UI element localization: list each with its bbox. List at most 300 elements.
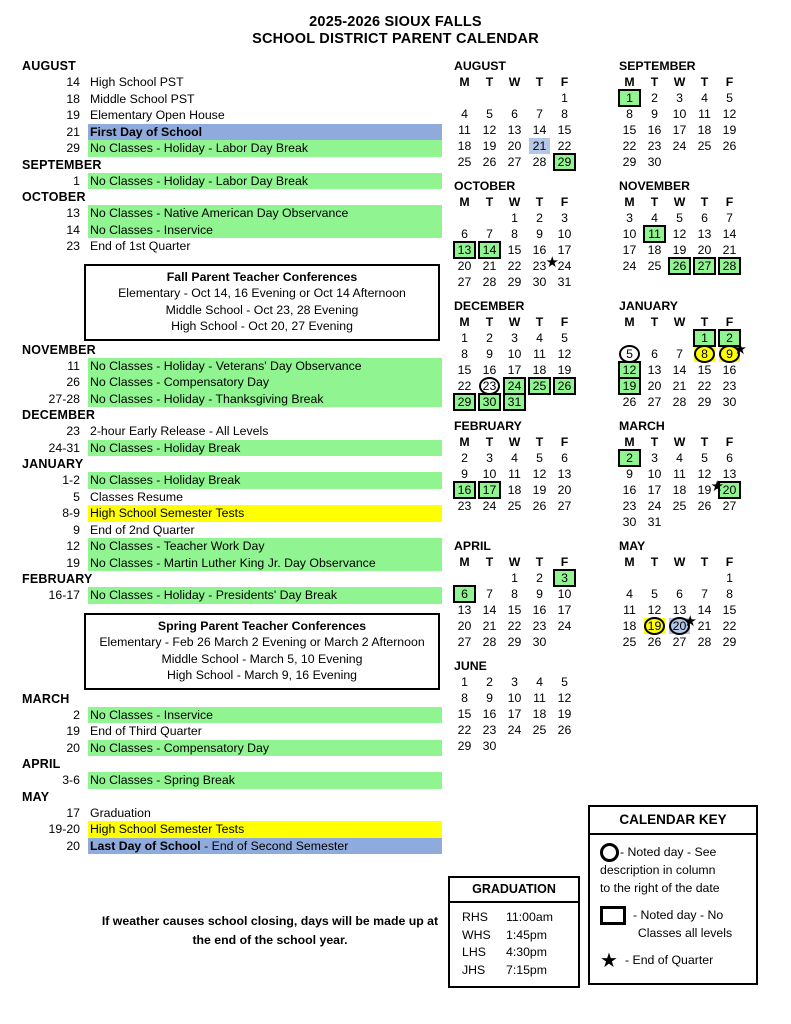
day-number: 28 <box>722 259 737 273</box>
calendar-day-cell <box>642 450 667 466</box>
calendar-day-cell <box>717 378 742 394</box>
day-number: 17 <box>647 483 662 497</box>
calendar-key-title: CALENDAR KEY <box>590 807 756 835</box>
day-number: 7 <box>486 587 493 601</box>
calendar-empty-cell <box>717 514 742 530</box>
day-number: 10 <box>557 587 572 601</box>
day-number: 30 <box>647 155 662 169</box>
end-of-quarter-star-icon: ★ <box>683 613 697 630</box>
day-number: 19 <box>557 363 572 377</box>
day-of-week-header: W <box>673 435 686 449</box>
day-number: 27 <box>672 635 687 649</box>
event-month-header: MARCH <box>22 691 70 706</box>
event-description: No Classes - Native American Day Observance <box>88 205 442 222</box>
day-number: 3 <box>651 451 658 465</box>
mini-calendar-november <box>617 178 782 290</box>
day-number: 31 <box>557 275 572 289</box>
day-number: 3 <box>561 571 568 585</box>
calendar-day-cell <box>642 634 667 650</box>
calendar-day-cell <box>642 378 667 394</box>
day-number: 4 <box>511 451 518 465</box>
calendar-key-line <box>600 949 748 972</box>
day-number: 2 <box>486 675 493 689</box>
calendar-day-cell <box>692 242 717 258</box>
calendar-day-cell <box>717 602 742 618</box>
day-number: 8 <box>726 587 733 601</box>
graduation-row <box>450 909 578 927</box>
calendar-day-cell <box>502 242 527 258</box>
day-number: 30 <box>482 395 497 409</box>
day-number: 14 <box>482 243 497 257</box>
calendar-day-cell <box>692 498 717 514</box>
calendar-key-text: Classes all levels <box>637 926 733 940</box>
calendar-empty-cell <box>502 514 527 530</box>
event-row <box>22 838 442 855</box>
graduation-school: WHS <box>462 927 491 942</box>
day-number: 15 <box>507 243 522 257</box>
calendar-day-cell <box>617 394 642 410</box>
day-number: 16 <box>647 123 662 137</box>
calendar-day-cell <box>552 450 577 466</box>
event-description: No Classes - Inservice <box>88 707 442 724</box>
event-description: No Classes - Inservice <box>88 222 442 239</box>
calendar-empty-cell <box>452 514 477 530</box>
day-of-week-header: T <box>650 75 659 89</box>
day-number: 22 <box>557 139 572 153</box>
day-number: 5 <box>701 451 708 465</box>
conference-line: Elementary - Oct 14, 16 Evening or Oct 14 Afternoon <box>118 286 406 300</box>
calendar-day-cell <box>552 722 577 738</box>
event-description: High School Semester Tests <box>88 821 442 838</box>
calendar-empty-cell <box>452 570 477 586</box>
day-number: 13 <box>507 123 522 137</box>
day-number: 14 <box>722 227 737 241</box>
event-date: 16-17 <box>48 588 80 602</box>
day-of-week-header: T <box>485 75 494 89</box>
event-description: No Classes - Holiday - Veterans' Day Observance <box>88 358 442 375</box>
graduation-time: 7:15pm <box>506 962 548 977</box>
day-number: 18 <box>532 707 547 721</box>
day-number: 20 <box>672 619 687 633</box>
day-number: 5 <box>651 587 658 601</box>
day-number: 29 <box>507 635 522 649</box>
day-number: 2 <box>461 451 468 465</box>
calendar-day-cell <box>617 634 642 650</box>
day-number: 8 <box>626 107 633 121</box>
event-row <box>22 124 442 141</box>
calendar-day-cell <box>477 346 502 362</box>
day-number: 26 <box>532 499 547 513</box>
day-number: 15 <box>722 603 737 617</box>
calendar-day-cell <box>502 394 527 410</box>
event-description: No Classes - Teacher Work Day <box>88 538 442 555</box>
day-number: 16 <box>482 707 497 721</box>
day-number: 29 <box>722 635 737 649</box>
calendar-day-cell <box>552 498 577 514</box>
day-number: 16 <box>722 363 737 377</box>
day-number: 30 <box>622 515 637 529</box>
day-number: 29 <box>507 275 522 289</box>
event-description: 2-hour Early Release - All Levels <box>90 424 269 438</box>
calendar-day-cell <box>452 274 477 290</box>
calendar-day-cell <box>552 346 577 362</box>
event-description-bold: Last Day of School <box>90 838 201 853</box>
calendar-day-cell <box>717 90 742 106</box>
calendar-day-cell <box>502 362 527 378</box>
day-number: 21 <box>482 619 497 633</box>
calendar-day-cell <box>642 242 667 258</box>
calendar-day-cell <box>667 362 692 378</box>
day-of-week-header: M <box>459 75 470 89</box>
day-number: 1 <box>561 91 568 105</box>
day-number: 26 <box>647 635 662 649</box>
event-date: 19 <box>66 555 80 570</box>
calendar-day-cell <box>667 346 692 362</box>
day-number: 11 <box>623 603 636 617</box>
calendar-day-cell <box>527 498 552 514</box>
calendar-day-cell <box>452 394 477 410</box>
mini-calendar-month-name: OCTOBER <box>454 179 516 193</box>
calendar-day-cell <box>717 341 747 362</box>
calendar-day-cell <box>552 122 577 138</box>
day-of-week-header: M <box>624 195 635 209</box>
day-number: 18 <box>672 483 687 497</box>
day-of-week-header: F <box>725 315 734 329</box>
calendar-day-cell <box>642 466 667 482</box>
day-of-week-header: T <box>485 555 494 569</box>
event-date: 1 <box>73 173 80 188</box>
page-title <box>0 0 791 48</box>
day-number: 28 <box>482 275 497 289</box>
day-number: 9 <box>726 347 733 361</box>
calendar-day-cell <box>617 226 642 242</box>
event-row <box>22 538 442 555</box>
calendar-day-cell <box>617 210 642 226</box>
day-number: 15 <box>457 707 472 721</box>
end-of-quarter-star-icon: ★ <box>545 254 559 271</box>
day-number: 26 <box>557 379 572 393</box>
calendar-day-cell <box>477 362 502 378</box>
calendar-empty-cell <box>717 154 742 170</box>
day-number: 16 <box>457 483 472 497</box>
day-number: 20 <box>557 483 572 497</box>
mini-calendar-october <box>452 178 617 290</box>
day-number: 8 <box>511 227 518 241</box>
calendar-empty-cell <box>617 330 642 346</box>
day-of-week-header: F <box>560 75 569 89</box>
conference-line: Elementary - Feb 26 March 2 Evening or March 2 Afternoon <box>99 635 425 649</box>
day-number: 22 <box>507 259 522 273</box>
calendar-day-cell <box>617 346 642 362</box>
event-date: 19-20 <box>48 822 80 836</box>
calendar-day-cell <box>502 122 527 138</box>
calendar-day-cell <box>502 226 527 242</box>
calendar-day-cell <box>692 346 717 362</box>
day-number: 28 <box>672 395 687 409</box>
event-description: No Classes - Holiday - Labor Day Break <box>88 140 442 157</box>
calendar-day-cell <box>552 106 577 122</box>
day-number: 2 <box>536 211 543 225</box>
event-row <box>22 107 442 124</box>
day-number: 20 <box>722 483 737 497</box>
calendar-day-cell <box>552 690 577 706</box>
calendar-empty-cell <box>527 738 552 754</box>
calendar-day-cell <box>527 154 552 170</box>
event-description: No Classes - Compensatory Day <box>88 740 442 757</box>
calendar-day-cell <box>452 242 477 258</box>
calendar-day-cell <box>617 138 642 154</box>
calendar-key-item <box>600 949 748 972</box>
calendar-day-cell <box>527 450 552 466</box>
calendar-day-cell <box>667 482 692 498</box>
day-number: 2 <box>726 331 733 345</box>
calendar-day-cell <box>477 466 502 482</box>
day-number: 19 <box>722 123 737 137</box>
mini-calendar-grid <box>452 194 617 290</box>
calendar-day-cell <box>527 226 552 242</box>
event-row <box>22 358 442 375</box>
calendar-day-cell <box>552 706 577 722</box>
mini-calendar-month-name: AUGUST <box>454 59 506 73</box>
day-number: 19 <box>672 243 687 257</box>
calendar-day-cell <box>667 613 697 634</box>
event-month-header: OCTOBER <box>22 190 86 204</box>
event-description: No Classes - Martin Luther King Jr. Day Observance <box>88 555 442 572</box>
calendar-day-cell <box>552 378 577 394</box>
calendar-day-cell <box>667 394 692 410</box>
calendar-day-cell <box>502 378 527 394</box>
event-description: Graduation <box>90 805 151 820</box>
event-row <box>22 555 442 572</box>
day-of-week-header: F <box>725 435 734 449</box>
calendar-day-cell <box>502 618 527 634</box>
calendar-day-cell <box>692 330 717 346</box>
calendar-day-cell <box>502 330 527 346</box>
day-number: 20 <box>507 139 522 153</box>
day-number: 1 <box>511 211 518 225</box>
calendar-day-cell <box>502 706 527 722</box>
graduation-school: JHS <box>462 962 486 977</box>
day-number: 9 <box>461 467 468 481</box>
calendar-day-cell <box>502 722 527 738</box>
graduation-time: 11:00am <box>506 910 553 924</box>
day-number: 13 <box>672 603 687 617</box>
mini-calendar-grid <box>452 554 617 650</box>
day-number: 7 <box>536 107 543 121</box>
day-number: 23 <box>532 619 547 633</box>
calendar-day-cell <box>692 226 717 242</box>
event-description: No Classes - Holiday Break <box>88 440 442 457</box>
event-row <box>22 587 442 604</box>
calendar-day-cell <box>717 586 742 602</box>
day-of-week-header: W <box>673 315 686 329</box>
event-row <box>22 91 442 108</box>
calendar-day-cell <box>692 362 717 378</box>
day-number: 2 <box>626 451 633 465</box>
day-number: 24 <box>557 259 572 273</box>
graduation-row <box>450 962 578 980</box>
calendar-day-cell <box>692 586 717 602</box>
day-number: 14 <box>532 123 547 137</box>
calendar-day-cell <box>452 450 477 466</box>
calendar-empty-cell <box>452 210 477 226</box>
calendar-day-cell <box>552 274 577 290</box>
calendar-day-cell <box>477 706 502 722</box>
calendar-day-cell <box>667 210 692 226</box>
day-number: 25 <box>647 259 662 273</box>
calendar-key-item <box>600 843 748 897</box>
calendar-empty-cell <box>527 514 552 530</box>
event-month-header: MAY <box>22 789 50 804</box>
calendar-day-cell <box>617 154 642 170</box>
event-date: 12 <box>66 539 80 553</box>
calendar-day-cell <box>452 466 477 482</box>
calendar-day-cell <box>502 634 527 650</box>
day-number: 20 <box>457 619 472 633</box>
end-of-quarter-star-icon: ★ <box>733 341 747 358</box>
calendar-day-cell <box>717 618 742 634</box>
calendar-day-cell <box>642 226 667 242</box>
event-description: Classes Resume <box>90 489 183 504</box>
day-of-week-header: F <box>560 315 569 329</box>
calendar-day-cell <box>552 466 577 482</box>
day-number: 17 <box>557 603 572 617</box>
day-number: 28 <box>532 155 547 169</box>
calendar-day-cell <box>717 226 742 242</box>
graduation-school: RHS <box>462 910 488 924</box>
mini-calendar-april <box>452 538 617 650</box>
calendar-day-cell <box>642 394 667 410</box>
calendar-day-cell <box>502 450 527 466</box>
day-number: 7 <box>486 227 493 241</box>
day-number: 7 <box>726 211 733 225</box>
day-of-week-header: F <box>725 75 734 89</box>
event-month-header: AUGUST <box>22 59 76 73</box>
event-row <box>22 222 442 239</box>
day-number: 19 <box>532 483 547 497</box>
mini-calendar-grid <box>452 74 617 170</box>
day-number: 11 <box>533 691 546 705</box>
calendar-day-cell <box>502 498 527 514</box>
day-number: 3 <box>511 331 518 345</box>
calendar-day-cell <box>477 394 502 410</box>
calendar-day-cell <box>477 242 502 258</box>
conference-box <box>84 613 440 690</box>
event-date: 19 <box>66 724 80 738</box>
day-number: 11 <box>533 347 546 361</box>
event-date: 11 <box>67 358 80 373</box>
calendar-day-cell <box>502 346 527 362</box>
calendar-day-cell <box>502 570 527 586</box>
mini-calendar-row <box>452 178 782 298</box>
calendar-empty-cell <box>552 634 577 650</box>
day-number: 12 <box>557 691 572 705</box>
calendar-day-cell <box>477 450 502 466</box>
calendar-day-cell <box>642 618 667 634</box>
day-number: 6 <box>561 451 568 465</box>
day-number: 1 <box>701 331 708 345</box>
calendar-day-cell <box>452 602 477 618</box>
day-number: 20 <box>457 259 472 273</box>
day-number: 25 <box>697 139 712 153</box>
day-of-week-header: T <box>650 555 659 569</box>
calendar-day-cell <box>552 602 577 618</box>
calendar-day-cell <box>502 586 527 602</box>
day-of-week-header: T <box>535 195 544 209</box>
day-number: 19 <box>647 619 662 633</box>
conference-box <box>84 264 440 341</box>
day-number: 12 <box>697 467 712 481</box>
day-of-week-header: T <box>700 555 709 569</box>
day-number: 21 <box>722 243 737 257</box>
calendar-day-cell <box>617 90 642 106</box>
calendar-key-text: to the right of the date <box>600 880 720 895</box>
day-number: 26 <box>697 499 712 513</box>
event-row <box>22 821 442 838</box>
day-number: 26 <box>672 259 687 273</box>
day-number: 30 <box>482 739 497 753</box>
day-number: 27 <box>457 635 472 649</box>
calendar-day-cell <box>452 586 477 602</box>
mini-calendar-may <box>617 538 782 650</box>
calendar-day-cell <box>527 210 552 226</box>
day-number: 17 <box>482 483 497 497</box>
calendar-day-cell <box>452 138 477 154</box>
day-number: 22 <box>507 619 522 633</box>
event-date: 2 <box>73 707 80 722</box>
day-of-week-header: F <box>560 555 569 569</box>
calendar-day-cell <box>527 274 552 290</box>
day-number: 18 <box>697 123 712 137</box>
day-number: 3 <box>676 91 683 105</box>
event-description: High School PST <box>90 75 184 89</box>
calendar-day-cell <box>617 378 642 394</box>
calendar-day-cell <box>527 254 559 274</box>
day-number: 24 <box>672 139 687 153</box>
day-of-week-header: T <box>700 315 709 329</box>
day-number: 28 <box>482 635 497 649</box>
event-date: 3-6 <box>62 773 80 787</box>
day-of-week-header: W <box>673 75 686 89</box>
day-number: 6 <box>511 107 518 121</box>
mini-calendar-month-name: SEPTEMBER <box>619 59 696 73</box>
calendar-day-cell <box>452 258 477 274</box>
day-number: 27 <box>647 395 662 409</box>
calendar-day-cell <box>502 154 527 170</box>
day-number: 25 <box>622 635 637 649</box>
day-number: 12 <box>672 227 687 241</box>
calendar-day-cell <box>617 466 642 482</box>
mini-calendar-month-name: NOVEMBER <box>619 179 691 193</box>
day-of-week-header: F <box>725 195 734 209</box>
calendar-day-cell <box>552 330 577 346</box>
mini-calendar-grid <box>617 434 782 530</box>
calendar-day-cell <box>527 690 552 706</box>
calendar-day-cell <box>692 258 717 274</box>
day-number: 21 <box>697 619 712 633</box>
calendar-day-cell <box>617 482 642 498</box>
day-number: 21 <box>482 259 497 273</box>
calendar-day-cell <box>617 498 642 514</box>
mini-calendar-grid <box>617 194 782 290</box>
calendar-day-cell <box>527 482 552 498</box>
calendar-day-cell <box>617 618 642 634</box>
calendar-day-cell <box>552 90 577 106</box>
event-row <box>22 505 442 522</box>
day-number: 5 <box>726 91 733 105</box>
calendar-day-cell <box>717 362 742 378</box>
day-number: 17 <box>507 707 522 721</box>
